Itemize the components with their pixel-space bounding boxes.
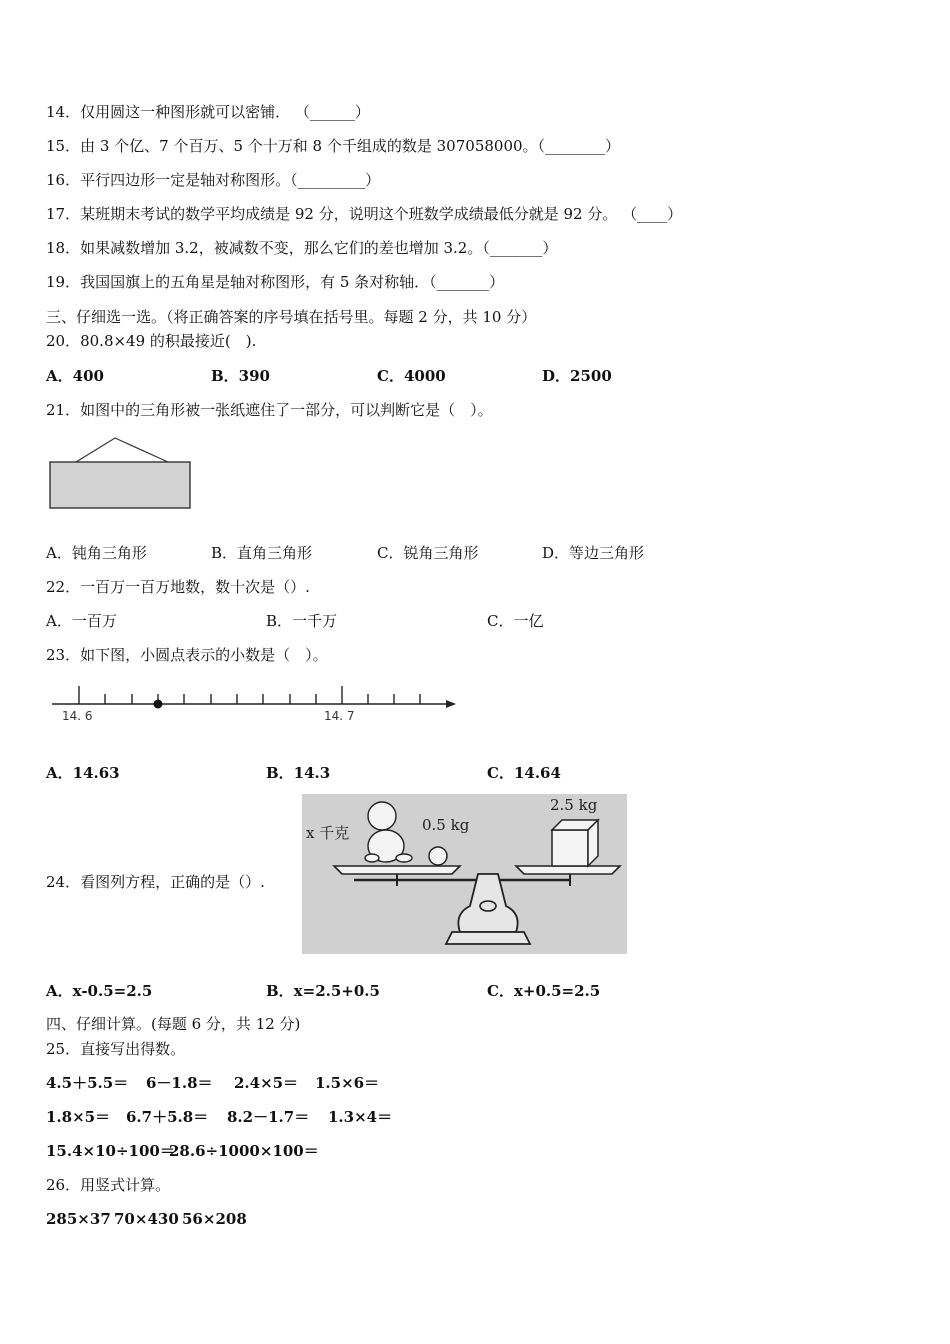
q20-option-c: C．4000 bbox=[377, 367, 446, 385]
scale-label-x: x 千克 bbox=[306, 824, 350, 842]
question-17: 17．某班期末考试的数学平均成绩是 92 分，说明这个班数学成绩最低分就是 92 分。 （____） bbox=[46, 205, 683, 223]
calc-item: 2.4×5＝ bbox=[234, 1074, 299, 1092]
question-15: 15．由 3 个亿、7 个百万、5 个十万和 8 个千组成的数是 307058000。（________） bbox=[46, 137, 621, 155]
q21-option-b: B．直角三角形 bbox=[211, 544, 313, 562]
calc-item: 6－1.8＝ bbox=[146, 1074, 213, 1092]
question-22: 22．一百万一百万地数，数十次是（）. bbox=[46, 578, 310, 596]
q22-option-c: C．一亿 bbox=[487, 612, 544, 630]
question-21: 21．如图中的三角形被一张纸遮住了一部分，可以判断它是（ ）。 bbox=[46, 401, 493, 419]
q22-option-b: B．一千万 bbox=[266, 612, 338, 630]
number-line-label-end: 14. 7 bbox=[324, 709, 355, 723]
question-18: 18．如果减数增加 3.2，被减数不变，那么它们的差也增加 3.2。（_______） bbox=[46, 239, 558, 257]
calc-item: 8.2－1.7＝ bbox=[227, 1108, 310, 1126]
q24-option-c: C．x+0.5=2.5 bbox=[487, 982, 601, 1000]
calc-item: 1.5×6＝ bbox=[315, 1074, 380, 1092]
q23-option-b: B．14.3 bbox=[266, 764, 331, 782]
calc-item: 6.7＋5.8＝ bbox=[126, 1108, 209, 1126]
scale-label-box: 2.5 kg bbox=[550, 796, 598, 814]
question-23: 23．如下图，小圆点表示的小数是（ ）。 bbox=[46, 646, 328, 664]
q23-option-c: C．14.64 bbox=[487, 764, 561, 782]
q21-option-c: C．锐角三角形 bbox=[377, 544, 479, 562]
covered-triangle-figure bbox=[46, 432, 196, 514]
calc-item: 1.8×5＝ bbox=[46, 1108, 111, 1126]
question-19: 19．我国国旗上的五角星是轴对称图形，有 5 条对称轴．（_______） bbox=[46, 273, 505, 291]
scale-label-ball: 0.5 kg bbox=[422, 816, 470, 834]
q21-option-d: D．等边三角形 bbox=[542, 544, 645, 562]
q24-option-a: A．x-0.5=2.5 bbox=[46, 982, 153, 1000]
calc-item: 15.4×10÷100＝ bbox=[46, 1142, 175, 1160]
number-line-label-start: 14. 6 bbox=[62, 709, 93, 723]
question-24: 24．看图列方程，正确的是（）. bbox=[46, 873, 265, 891]
vertical-calc-item: 285×37 bbox=[46, 1210, 111, 1228]
section-4-heading: 四、仔细计算。(每题 6 分，共 12 分) bbox=[46, 1015, 301, 1033]
q20-option-a: A．400 bbox=[46, 367, 104, 385]
question-26: 26．用竖式计算。 bbox=[46, 1176, 171, 1194]
vertical-calc-item: 56×208 bbox=[182, 1210, 247, 1228]
calc-item: 28.6÷1000×100＝ bbox=[169, 1142, 319, 1160]
q20-option-d: D．2500 bbox=[542, 367, 612, 385]
vertical-calc-item: 70×430 bbox=[114, 1210, 179, 1228]
number-line-dot bbox=[154, 700, 163, 709]
ball-figure bbox=[429, 847, 447, 865]
q20-option-b: B．390 bbox=[211, 367, 270, 385]
question-25: 25．直接写出得数。 bbox=[46, 1040, 186, 1058]
q21-option-a: A．钝角三角形 bbox=[46, 544, 147, 562]
question-14: 14．仅用圆这一种图形就可以密铺． （______） bbox=[46, 103, 370, 121]
section-3-heading: 三、仔细选一选。（将正确答案的序号填在括号里。每题 2 分，共 10 分） bbox=[46, 308, 537, 326]
balance-scale-figure bbox=[302, 794, 627, 954]
number-line-figure bbox=[46, 680, 460, 726]
q24-option-b: B．x=2.5+0.5 bbox=[266, 982, 380, 1000]
q23-option-a: A．14.63 bbox=[46, 764, 120, 782]
q22-option-a: A．一百万 bbox=[46, 612, 117, 630]
box-figure bbox=[552, 820, 598, 866]
calc-item: 4.5＋5.5＝ bbox=[46, 1074, 129, 1092]
calc-item: 1.3×4＝ bbox=[328, 1108, 393, 1126]
question-20: 20．80.8×49 的积最接近( ). bbox=[46, 332, 257, 350]
question-16: 16．平行四边形一定是轴对称图形。（_________） bbox=[46, 171, 381, 189]
